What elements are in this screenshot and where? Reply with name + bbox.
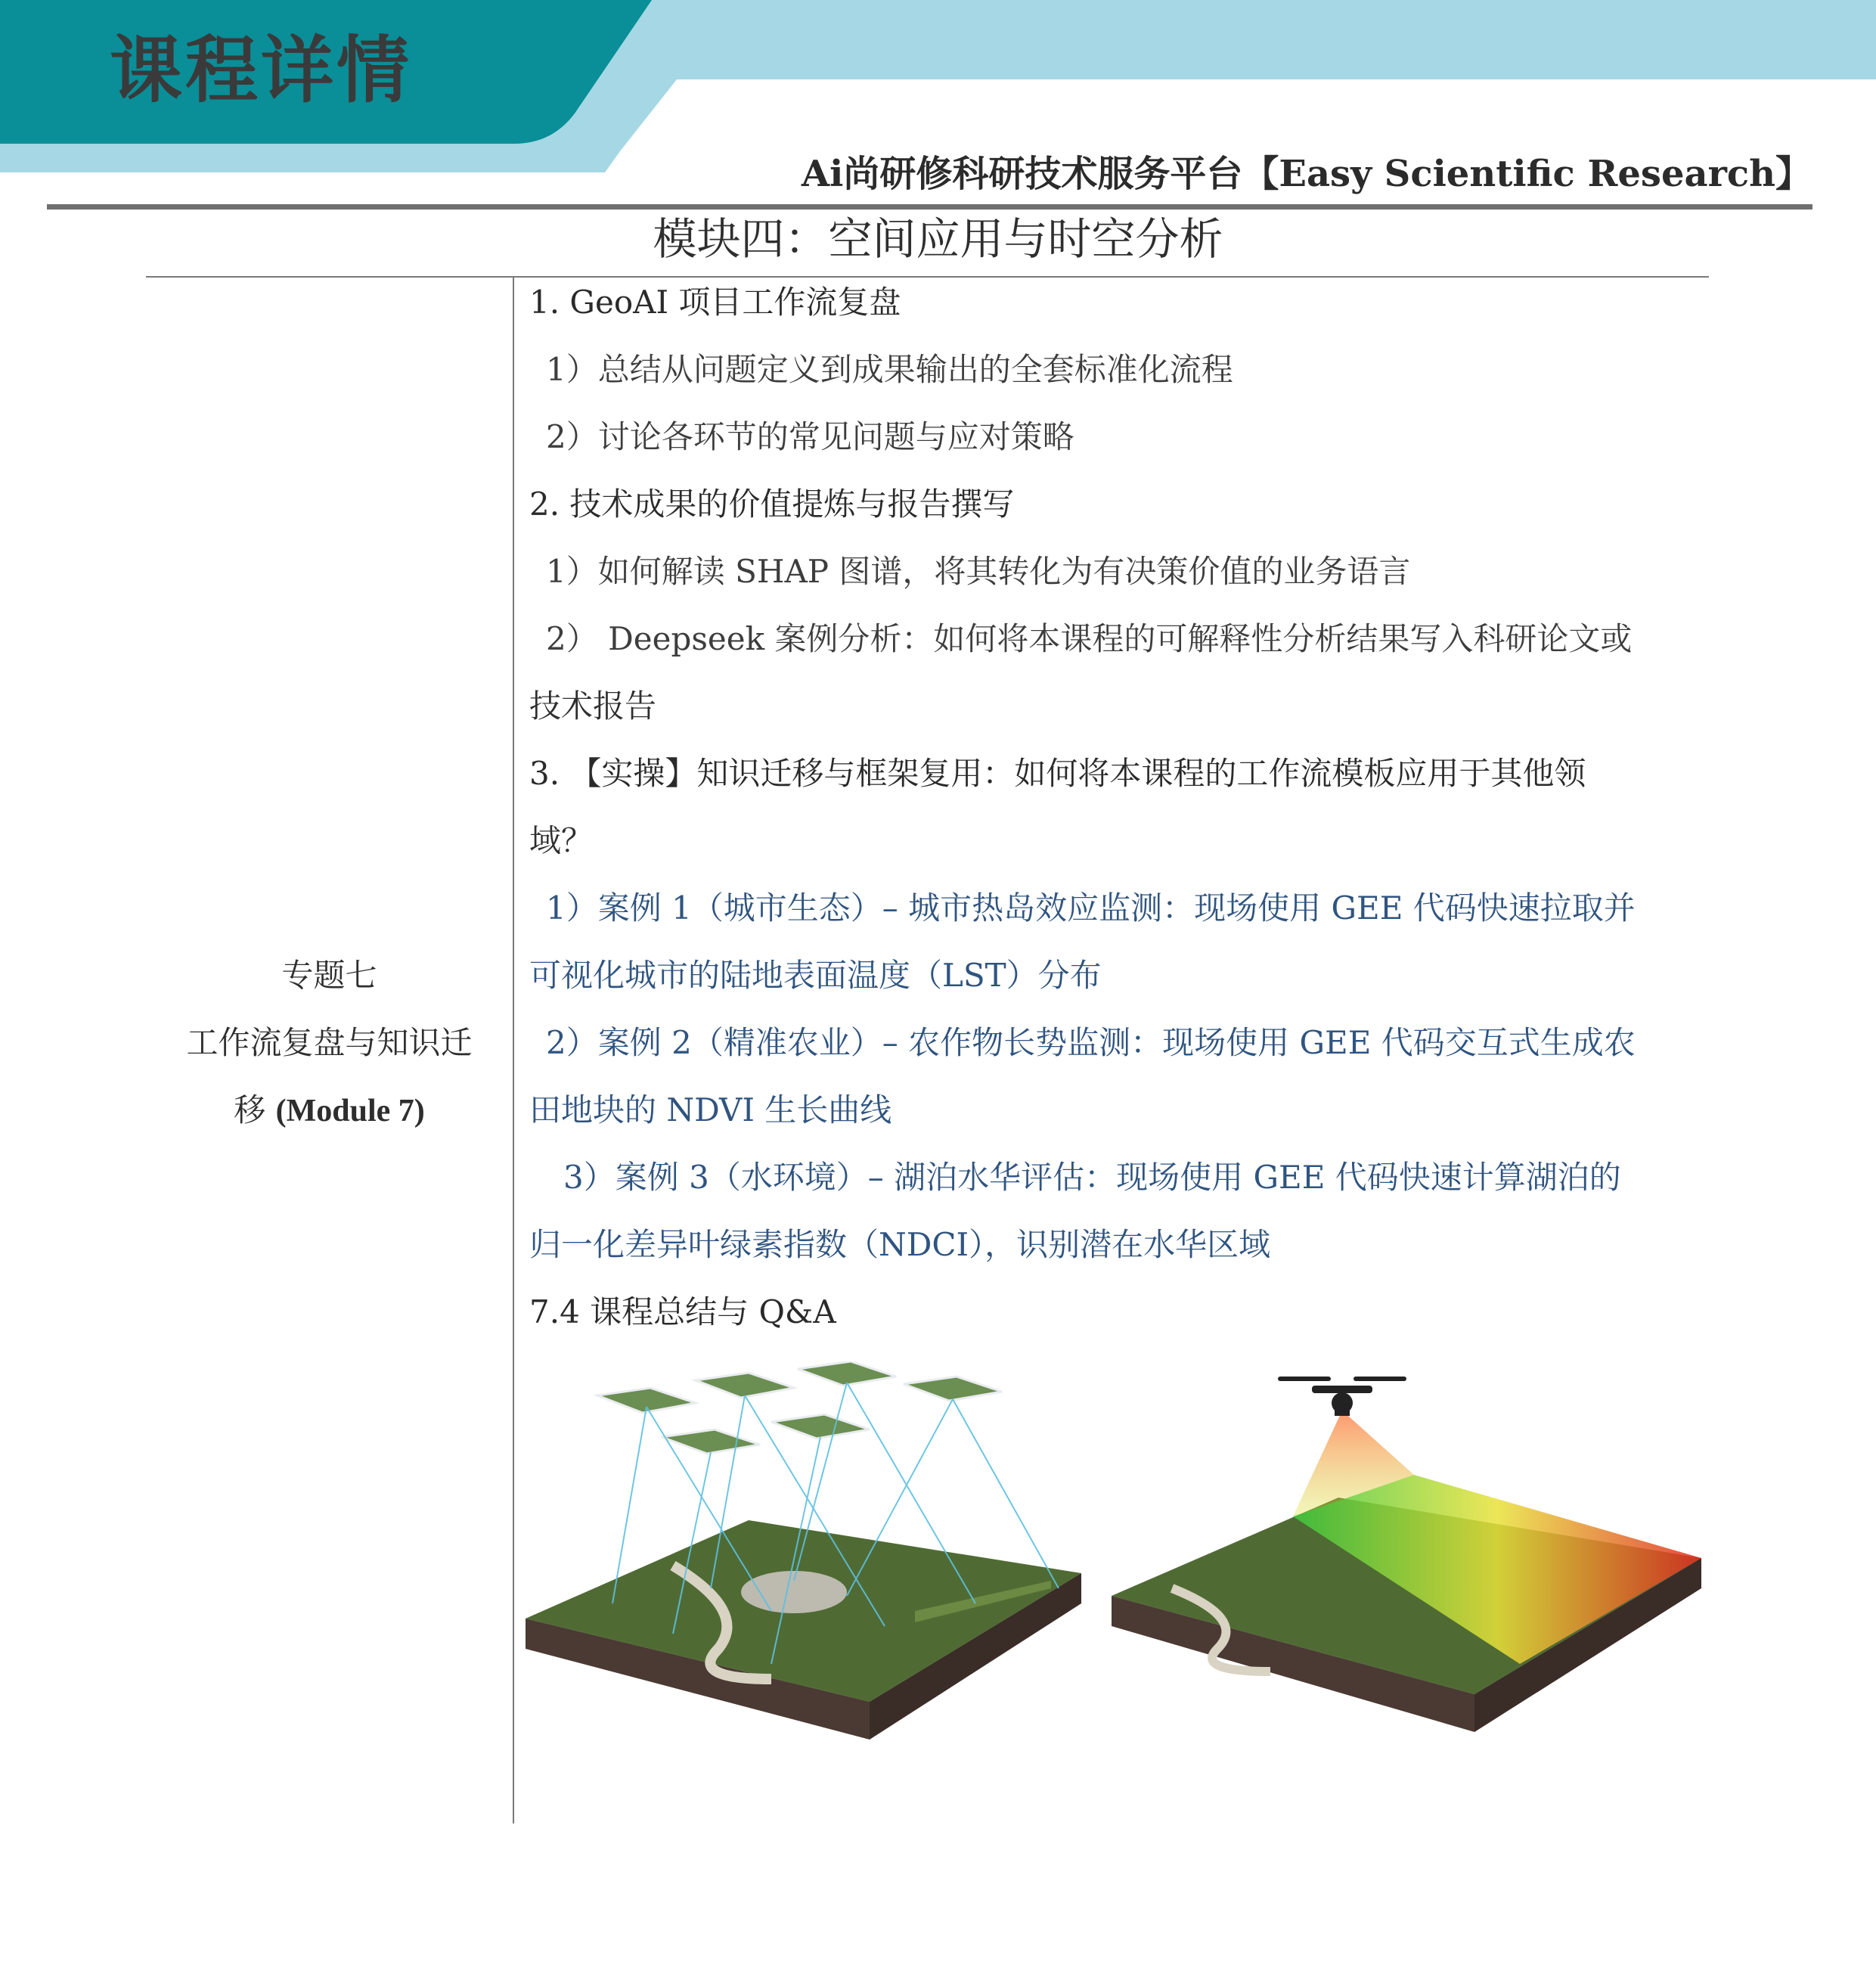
table-column-divider [513, 277, 514, 1824]
header-banner [0, 0, 1876, 195]
section-heading-2: 2. 技术成果的价值提炼与报告撰写 [529, 486, 1015, 523]
topic-cell [146, 942, 513, 1145]
topic-title-line2 [146, 1076, 513, 1145]
topic-title-prefix: 移 [234, 1091, 276, 1128]
module-title: 模块四：空间应用与时空分析 [653, 213, 1223, 265]
case-item: 3）案例 3（水环境）– 湖泊水华评估：现场使用 GEE 代码快速计算湖泊的 [563, 1159, 1621, 1196]
platform-name: Ai尚研修科研技术服务平台【Easy Scientific Research】 [801, 153, 1812, 195]
list-item: 1）总结从问题定义到成果输出的全套标准化流程 [546, 351, 1233, 388]
section-heading-3: 3. 【实操】知识迁移与框架复用：如何将本课程的工作流模板应用于其他领 [529, 755, 1586, 792]
case-item-continuation: 田地块的 NDVI 生长曲线 [529, 1091, 892, 1128]
case-item-continuation: 归一化差异叶绿素指数（NDCI），识别潜在水华区域 [529, 1226, 1271, 1263]
list-item: 1）如何解读 SHAP 图谱，将其转化为有决策价值的业务语言 [546, 553, 1411, 590]
illustration-row [522, 1361, 1716, 1815]
content-cell [529, 268, 1709, 1346]
list-item-continuation: 技术报告 [529, 688, 657, 725]
section-heading-4: 7.4 课程总结与 Q&A [529, 1293, 836, 1330]
topic-title-line1: 工作流复盘与知识迁 [186, 1024, 473, 1061]
topic-number: 专题七 [281, 957, 377, 994]
case-item: 1）案例 1（城市生态）– 城市热岛效应监测：现场使用 GEE 代码快速拉取并 [546, 889, 1636, 927]
photogrammetry-terrain-illustration [526, 1361, 1081, 1740]
case-item-continuation: 可视化城市的陆地表面温度（LST）分布 [529, 957, 1102, 994]
banner-title: 课程详情 [110, 28, 412, 113]
list-item: 2）讨论各环节的常见问题与应对策略 [546, 418, 1074, 455]
list-item: 2） Deepseek 案例分析：如何将本课程的可解释性分析结果写入科研论文或 [546, 620, 1633, 657]
section-heading-1: 1. GeoAI 项目工作流复盘 [529, 284, 901, 321]
case-item: 2）案例 2（精准农业）– 农作物长势监测：现场使用 GEE 代码交互式生成农 [546, 1024, 1636, 1061]
section-heading-3-continuation: 域？ [529, 822, 594, 859]
drone-icon [1278, 1377, 1406, 1416]
drone-lidar-scan-illustration [1112, 1377, 1701, 1732]
module-label: (Module 7) [275, 1094, 425, 1128]
